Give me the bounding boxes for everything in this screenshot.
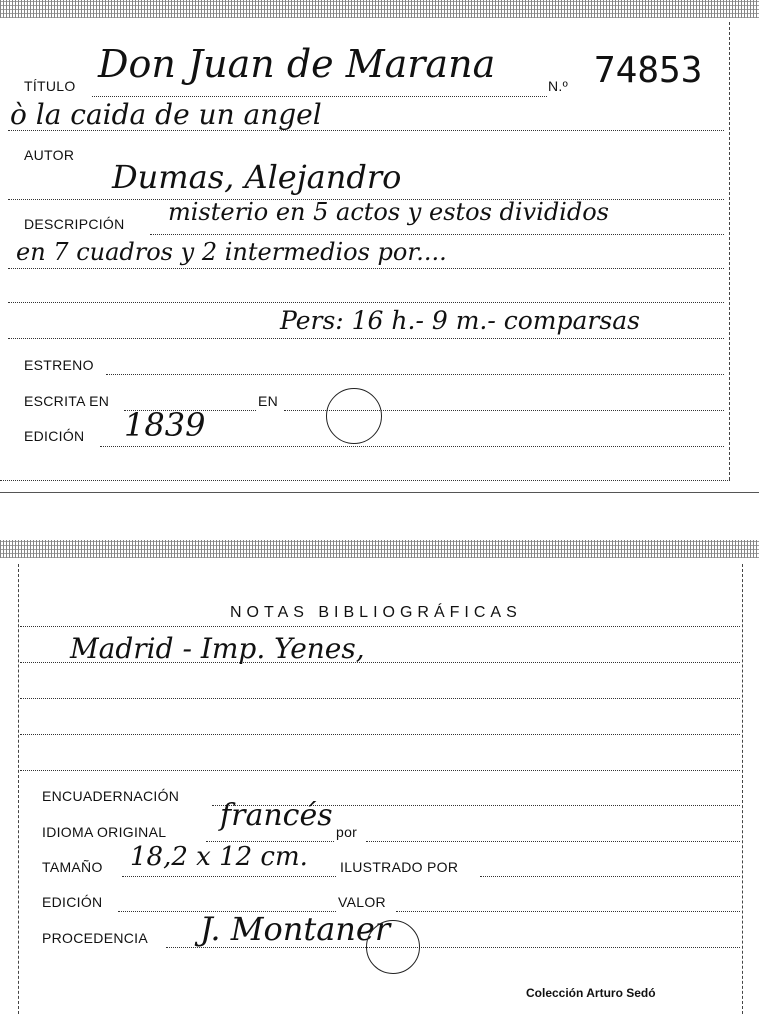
notas-heading: NOTAS BIBLIOGRÁFICAS (230, 604, 522, 621)
catalog-card-back (0, 540, 759, 1028)
notas-line-4 (20, 734, 740, 735)
catalog-number: 74853 (594, 50, 703, 91)
descripcion-line-3 (8, 302, 724, 303)
autor-label: AUTOR (24, 147, 75, 163)
procedencia-handwritten: J. Montaner (200, 910, 391, 948)
cast-handwritten: Pers: 16 h.- 9 m.- comparsas (280, 306, 640, 335)
por-label: por (336, 824, 358, 840)
scan-noise-top (0, 0, 759, 18)
descripcion-line-4 (8, 338, 724, 339)
title-handwritten-line1: Don Juan de Marana (98, 42, 496, 86)
ilustrado-line (480, 876, 740, 877)
tamano-line (122, 876, 336, 877)
description-handwritten-line2: en 7 cuadros y 2 intermedios por.... (16, 238, 447, 266)
card-bottom-line (0, 480, 730, 481)
scan-noise-bottom (0, 540, 759, 558)
por-line (366, 841, 740, 842)
edicion-line (100, 446, 724, 447)
stamp-circle-bottom (366, 920, 420, 974)
ilustrado-label: ILUSTRADO POR (340, 859, 459, 875)
valor-label: VALOR (338, 894, 386, 910)
notas-line-1 (20, 626, 740, 627)
edicion-year-handwritten: 1839 (124, 406, 206, 444)
notas-line-5 (20, 770, 740, 771)
idioma-handwritten: francés (220, 798, 333, 833)
card-separator (0, 492, 759, 493)
edicion-label: EDICIÓN (24, 428, 85, 444)
descripcion-line-2 (8, 268, 724, 269)
estreno-label: ESTRENO (24, 357, 94, 373)
author-handwritten: Dumas, Alejandro (112, 158, 402, 196)
stamp-circle-top (326, 388, 382, 444)
notes-handwritten: Madrid - Imp. Yenes, (70, 632, 365, 665)
idioma-label: IDIOMA ORIGINAL (42, 824, 167, 840)
escrita-en-label: ESCRITA EN (24, 393, 110, 409)
card-right-edge (729, 22, 730, 480)
tamano-label: TAMAÑO (42, 859, 103, 875)
titulo-line (92, 96, 547, 97)
title-handwritten-line2: ò la caida de un angel (10, 98, 322, 131)
titulo-label: TÍTULO (24, 78, 76, 94)
valor-line (396, 911, 740, 912)
card-right-edge-bottom (742, 564, 743, 1014)
catalog-card-front (0, 0, 759, 495)
card-left-edge (18, 564, 19, 1014)
description-handwritten-line1: misterio en 5 actos y estos divididos (168, 198, 609, 226)
estreno-line (106, 374, 724, 375)
procedencia-label: PROCEDENCIA (42, 930, 148, 946)
tamano-handwritten: 18,2 x 12 cm. (130, 842, 308, 872)
encuadernacion-label: ENCUADERNACIÓN (42, 788, 180, 804)
en-label: EN (258, 393, 279, 409)
notas-line-3 (20, 698, 740, 699)
edicion-label-bottom: EDICIÓN (42, 894, 103, 910)
descripcion-line (150, 234, 724, 235)
numero-label: N.º (548, 78, 569, 94)
collection-credit: Colección Arturo Sedó (526, 986, 656, 1000)
descripcion-label: DESCRIPCIÓN (24, 216, 125, 232)
